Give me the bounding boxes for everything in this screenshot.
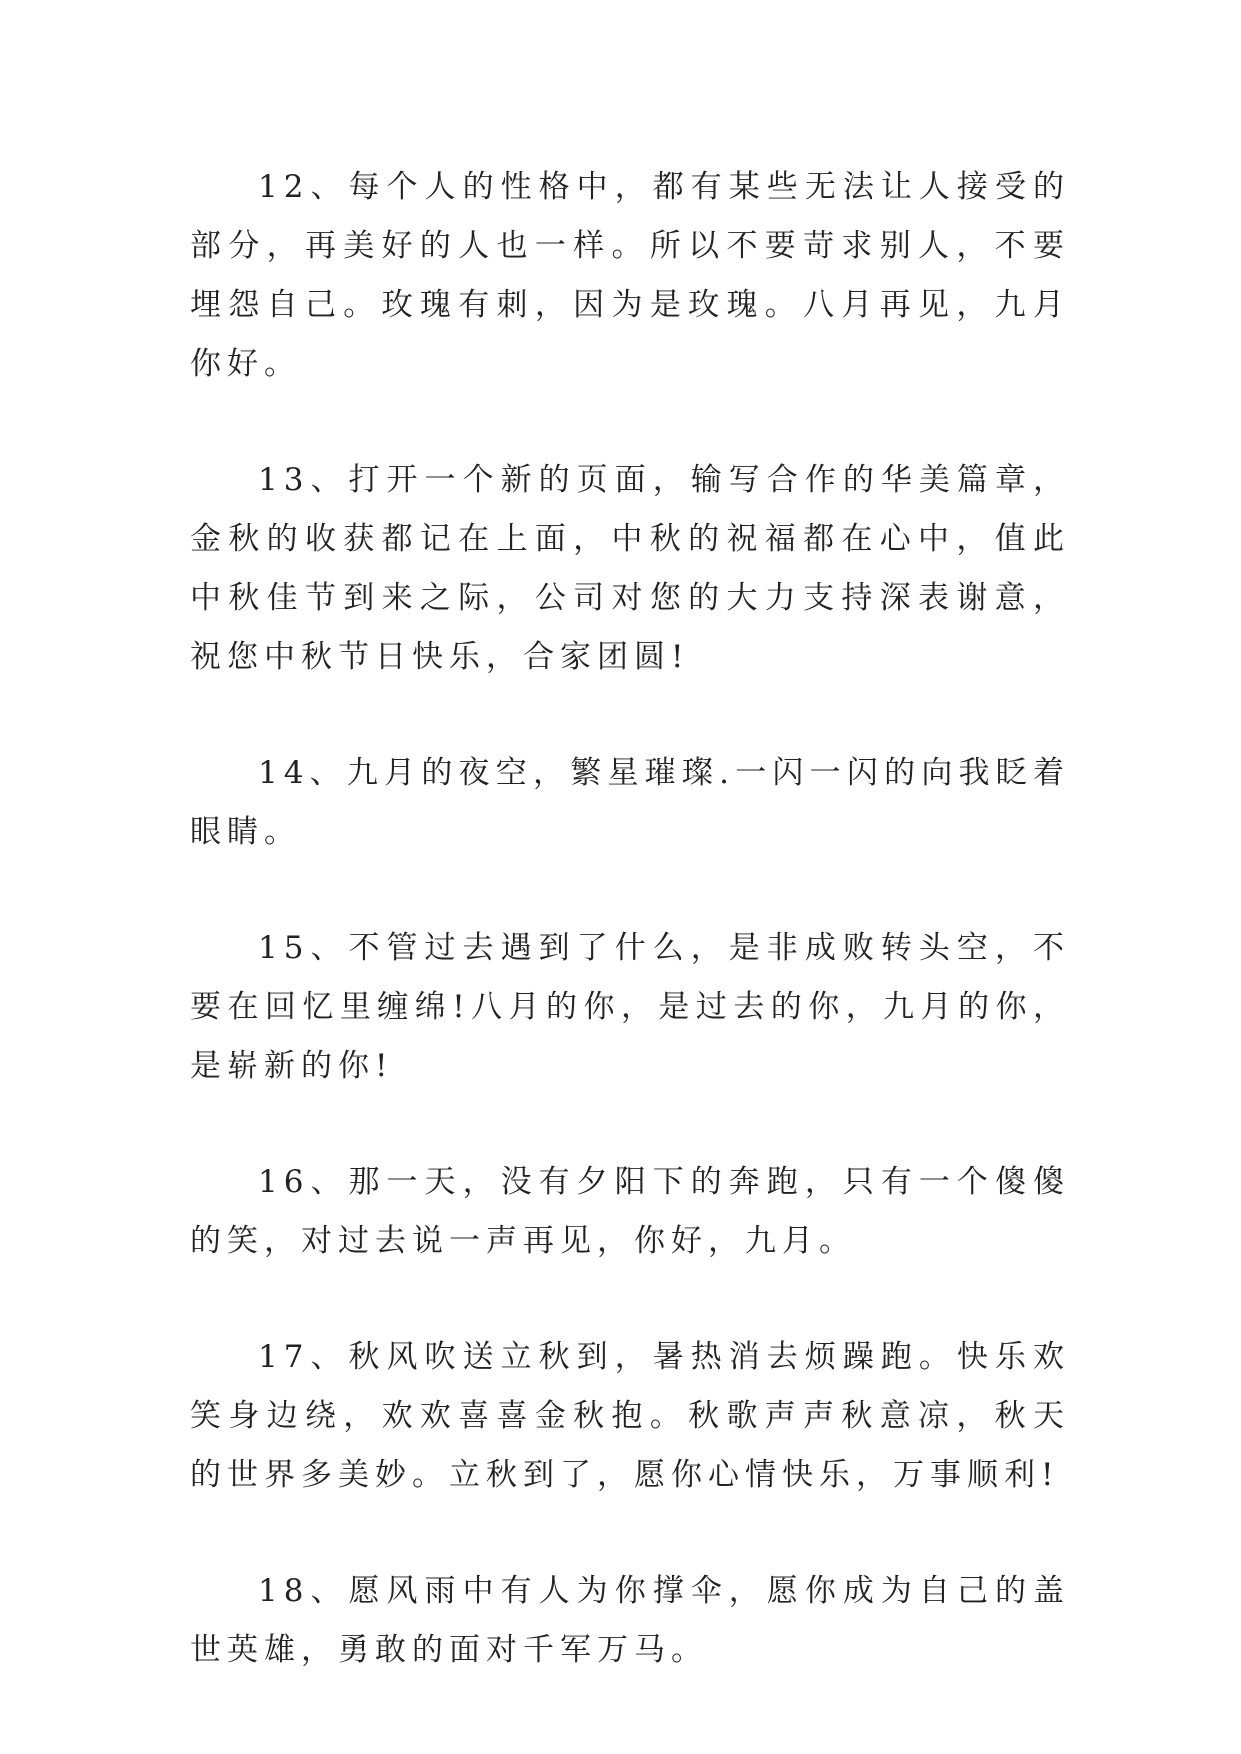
paragraph-15: 15、不管过去遇到了什么，是非成败转头空，不要在回忆里缠绵!八月的你，是过去的你，九月的你，是崭新的你!: [190, 930, 1070, 1084]
paragraph-18: 18、愿风雨中有人为你撑伞，愿你成为自己的盖世英雄，勇敢的面对千军万马。: [190, 1573, 1070, 1668]
paragraph-12: 12、每个人的性格中，都有某些无法让人接受的部分，再美好的人也一样。所以不要苛求别人，不要埋怨自己。玫瑰有刺，因为是玫瑰。八月再见，九月你好。: [190, 169, 1070, 382]
paragraph-16: 16、那一天，没有夕阳下的奔跑，只有一个傻傻的笑，对过去说一声再见，你好，九月。: [190, 1164, 1070, 1259]
paragraph-13: 13、打开一个新的页面，输写合作的华美篇章，金秋的收获都记在上面，中秋的祝福都在心中，值此中秋佳节到来之际，公司对您的大力支持深表谢意，祝您中秋节日快乐，合家团圆!: [190, 462, 1070, 675]
document-body: [190, 158, 1070, 1737]
paragraph-14: 14、九月的夜空，繁星璀璨.一闪一闪的向我眨着眼睛。: [190, 755, 1070, 850]
paragraph-17: 17、秋风吹送立秋到，暑热消去烦躁跑。快乐欢笑身边绕，欢欢喜喜金秋抱。秋歌声声秋意凉，秋天的世界多美妙。立秋到了，愿你心情快乐，万事顺利!: [190, 1339, 1070, 1493]
